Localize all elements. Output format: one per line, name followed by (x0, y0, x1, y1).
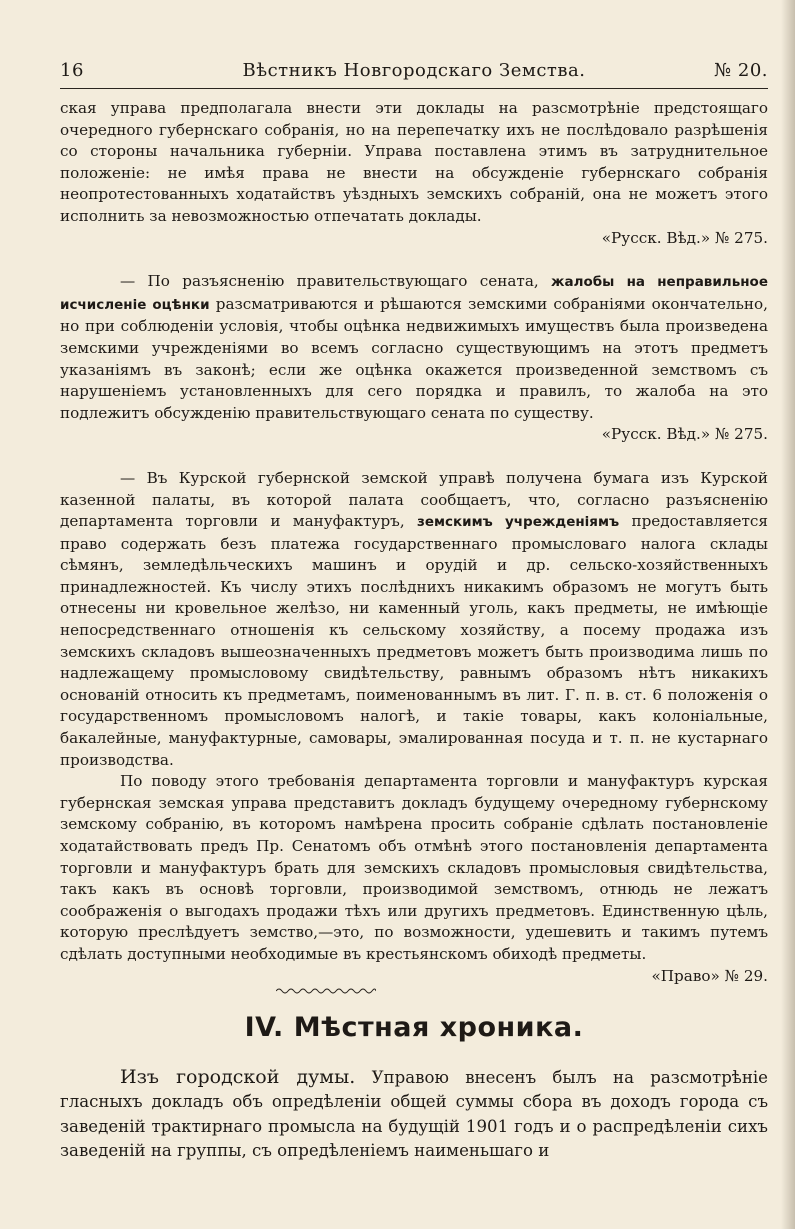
article-body (60, 98, 768, 1163)
wavy-divider-icon (276, 987, 376, 995)
page-number: 16 (60, 60, 84, 81)
paragraph-text: — Въ Курской губернской земской управѣ получена бумага изъ Курской казенной палаты, въ которой палата сообщаетъ, что, согласно разъясненію департамента торговли и мануфактуръ, (60, 468, 768, 531)
paragraph-text: Управою внесенъ былъ на разсмотрѣніе гласныхъ докладъ объ опредѣленіи общей суммы сбора въ доходъ города съ заведеній трактирнаго промысла на будущій 1901 годъ и о распредѣленіи сихъ заведеній на группы, съ опредѣленіемъ наименьшаго и (60, 1067, 769, 1160)
paragraph-kursk-followup (60, 771, 768, 985)
paragraph-kursk (60, 468, 768, 771)
source-citation: «Право» № 29. (651, 966, 768, 985)
journal-title: Вѣстникъ Новгородскаго Земства. (242, 60, 586, 81)
paragraph-chronicle (60, 1065, 768, 1164)
emphasis-text: земскимъ учрежденіямъ (416, 514, 620, 531)
chronicle-lead: Изъ городской думы. (120, 1065, 356, 1088)
paragraph-continued: ская управа предполагала внести эти доклады на разсмотрѣніе предстоящаго очередного губернскаго собранія, но на перепечатку ихъ не послѣдовало разрѣшенія со стороны начальника губерніи. Управа поставлена этимъ въ затруднительное положеніе: не имѣя права не внести на обсужденіе губернскаго собранія неопротестованныхъ ходатайствъ уѣздныхъ земскихъ собраній, она не можетъ этого исполнить за невозможностью отпечатать доклады. (60, 99, 768, 225)
paragraph-text: По поводу этого требованія департамента торговли и мануфактуръ курская губернская земская управа представитъ докладъ будущему очередному губернскому земскому собранію, въ которомъ намѣрена просить собраніе сдѣлать постановленіе ходатайствовать предъ Пр. Сенатомъ объ отмѣнѣ этого постановленія департамента торговли и мануфактуръ брать для земскихъ складовъ промысловыя свидѣтельства, такъ какъ въ основѣ торговли, производимой земствомъ, отнюдь не лежатъ соображенія о выгодахъ продажи тѣхъ или другихъ предметовъ. Единственную цѣль, которую преслѣдуетъ земство,—это, по возможности, удешевить и такимъ путемъ сдѣлать доступными необходимые въ крестьянскомъ обиходѣ предметы. (60, 772, 768, 963)
source-citation: «Русск. Вѣд.» № 275. (601, 228, 768, 247)
paragraph-senate (60, 271, 768, 424)
running-header (60, 58, 768, 89)
scan-shadow (781, 0, 795, 1229)
paragraph-text: — По разъясненію правительствующаго сената, (120, 272, 539, 291)
source-citation: «Русск. Вѣд.» № 275. (601, 425, 768, 444)
paragraph-text: разсматриваются и рѣшаются земскими собраніями окончательно, но при соблюденіи условія, чтобы оцѣнка недвижимыхъ имуществъ была произведена земскими учрежденіями во всемъ согласно существующимъ на этотъ предметъ указаніямъ въ законѣ; если же оцѣнка окажется произведенной земствомъ съ нарушеніемъ установленныхъ для сего порядка и правилъ, то жалоба на это подлежитъ обсужденію правительствующаго сената по существу. (60, 294, 769, 422)
issue-number: № 20. (714, 60, 768, 81)
paragraph-text: предоставляется право содержать безъ платежа государственнаго промысловаго налога склады сѣмянъ, земледѣльческихъ машинъ и орудій и др. сельско-хозяйственныхъ принадлежностей. Къ числу этихъ послѣднихъ никакимъ образомъ не могутъ быть отнесены ни кровельное желѣзо, ни каменный уголь, какъ предметы, не имѣющіе непосредственнаго отношенія къ сельскому хозяйству, а посему продажа изъ земскихъ складовъ вышеозначенныхъ предметовъ можетъ быть производима лишь по надлежащему промысловому свидѣтельству, равнымъ образомъ нѣтъ никакихъ основаній относить къ предметамъ, поименованнымъ въ лит. Г. п. в. ст. 6 положенія о государственномъ промысловомъ налогѣ, и такіе товары, какъ колоніальные, бакалейные, мануфактурные, самовары, эмалированная посуда и т. п. не кустарнаго производства. (60, 512, 768, 769)
emphasis-text: жалобы на неправильное исчисленіе оцѣнки (60, 274, 768, 313)
section-heading: IV. Мѣстная хроника. (244, 1012, 584, 1044)
